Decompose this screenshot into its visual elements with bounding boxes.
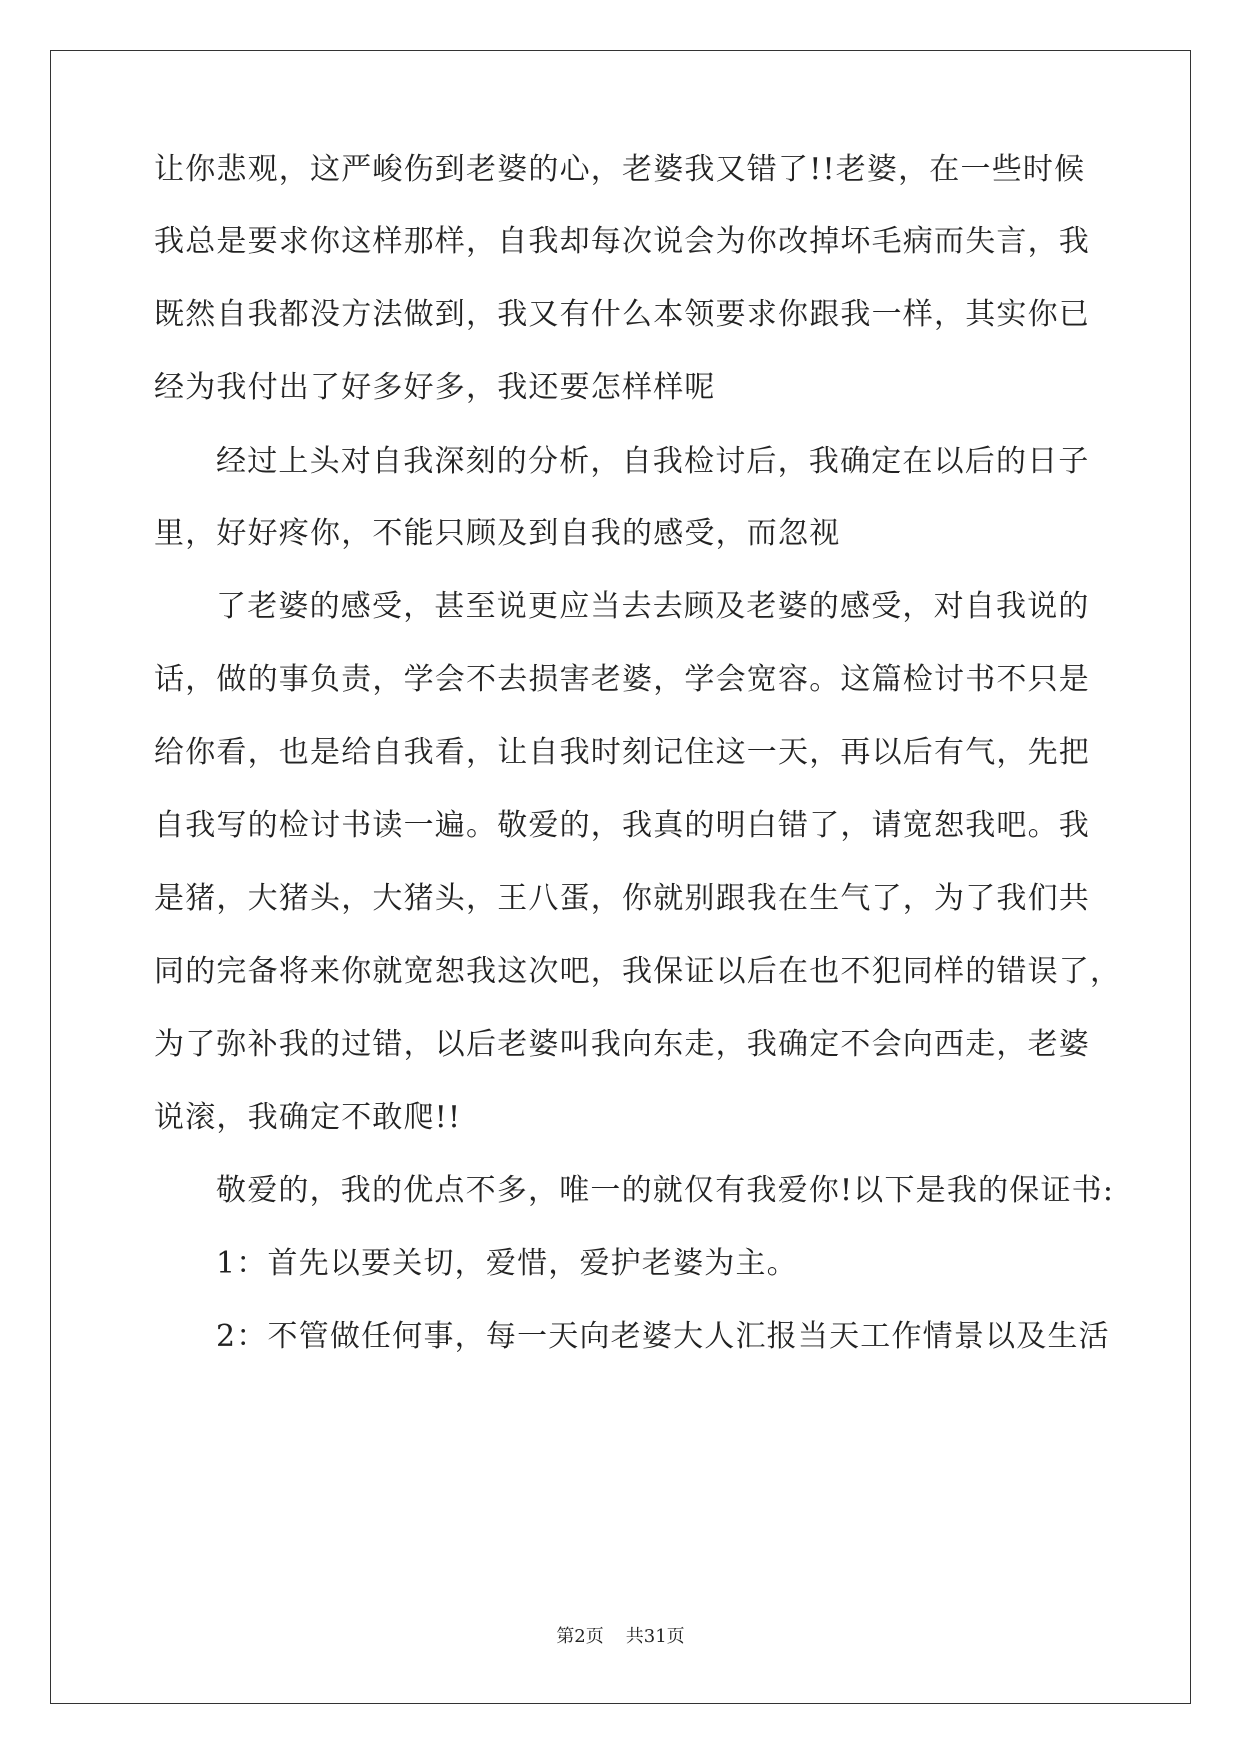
- text-line-10: 自我写的检讨书读一遍。敬爱的，我真的明白错了，请宽恕我吧。我: [154, 808, 1090, 843]
- text-line-16: 1：首先以要关切，爱惜，爱护老婆为主。: [216, 1246, 798, 1281]
- text-line-17: 2：不管做任何事，每一天向老婆大人汇报当天工作情景以及生活: [216, 1319, 1110, 1354]
- page-number-current: 第2页: [556, 1626, 604, 1647]
- text-line-5: 经过上头对自我深刻的分析，自我检讨后，我确定在以后的日子: [216, 444, 1090, 479]
- page-footer: [0, 1625, 1241, 1649]
- text-line-13: 为了弥补我的过错，以后老婆叫我向东走，我确定不会向西走，老婆: [154, 1027, 1090, 1062]
- page-number-total: 共31页: [625, 1626, 685, 1647]
- text-line-8: 话，做的事负责，学会不去损害老婆，学会宽容。这篇检讨书不只是: [154, 662, 1090, 697]
- text-line-4: 经为我付出了好多好多，我还要怎样样呢: [154, 370, 716, 405]
- text-line-14: 说滚，我确定不敢爬!!: [154, 1100, 462, 1135]
- text-line-7: 了老婆的感受，甚至说更应当去去顾及老婆的感受，对自我说的: [216, 589, 1090, 624]
- text-line-11: 是猪，大猪头，大猪头，王八蛋，你就别跟我在生气了，为了我们共: [154, 881, 1090, 916]
- text-line-15: 敬爱的，我的优点不多，唯一的就仅有我爱你!以下是我的保证书:: [216, 1173, 1115, 1208]
- text-line-12: 同的完备将来你就宽恕我这次吧，我保证以后在也不犯同样的错误了，: [154, 954, 1122, 989]
- text-line-1: 让你悲观，这严峻伤到老婆的心，老婆我又错了!!老婆，在一些时候: [154, 152, 1086, 187]
- text-line-2: 我总是要求你这样那样，自我却每次说会为你改掉坏毛病而失言，我: [154, 224, 1090, 259]
- text-line-6: 里，好好疼你，不能只顾及到自我的感受，而忽视: [154, 516, 841, 551]
- text-line-3: 既然自我都没方法做到，我又有什么本领要求你跟我一样，其实你已: [154, 297, 1090, 332]
- text-line-9: 给你看，也是给自我看，让自我时刻记住这一天，再以后有气，先把: [154, 735, 1090, 770]
